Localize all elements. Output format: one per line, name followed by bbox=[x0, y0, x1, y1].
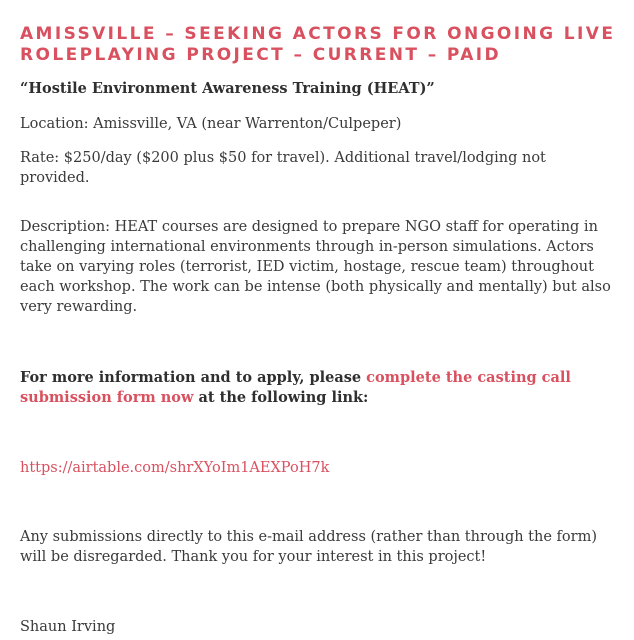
airtable-url-link[interactable]: https://airtable.com/shrXYoIm1AEXPoH7k bbox=[20, 460, 330, 476]
apply-suffix: at the following link: bbox=[193, 389, 369, 406]
apply-prefix: For more information and to apply, please bbox=[20, 369, 367, 386]
signature: Shaun Irving bbox=[20, 619, 116, 635]
post-title: AMISSVILLE – SEEKING ACTORS FOR ONGOING LIVE ROLEPLAYING PROJECT – CURRENT – PAID bbox=[20, 24, 616, 65]
description-text: Description: HEAT courses are designed to prepare NGO staff for operating in challenging international environments through in-person simulations. Actors take on varying roles (terrorist, IED victim, hostage, rescue team) throughout each workshop. The work can be intense (both physically and mentally) but also very rewarding. bbox=[20, 219, 611, 315]
submission-form-link[interactable]: complete the casting call submission form now bbox=[20, 369, 571, 406]
project-subtitle: “Hostile Environment Awareness Training (HEAT)” bbox=[20, 80, 435, 97]
location-text: Location: Amissville, VA (near Warrenton/Culpeper) bbox=[20, 116, 402, 132]
rate-text: Rate: $250/day ($200 plus $50 for travel). Additional travel/lodging not provided. bbox=[20, 150, 546, 186]
submission-note: Any submissions directly to this e-mail address (rather than through the form) will be disregarded. Thank you for your interest in this project! bbox=[20, 529, 597, 565]
apply-paragraph bbox=[20, 368, 620, 408]
